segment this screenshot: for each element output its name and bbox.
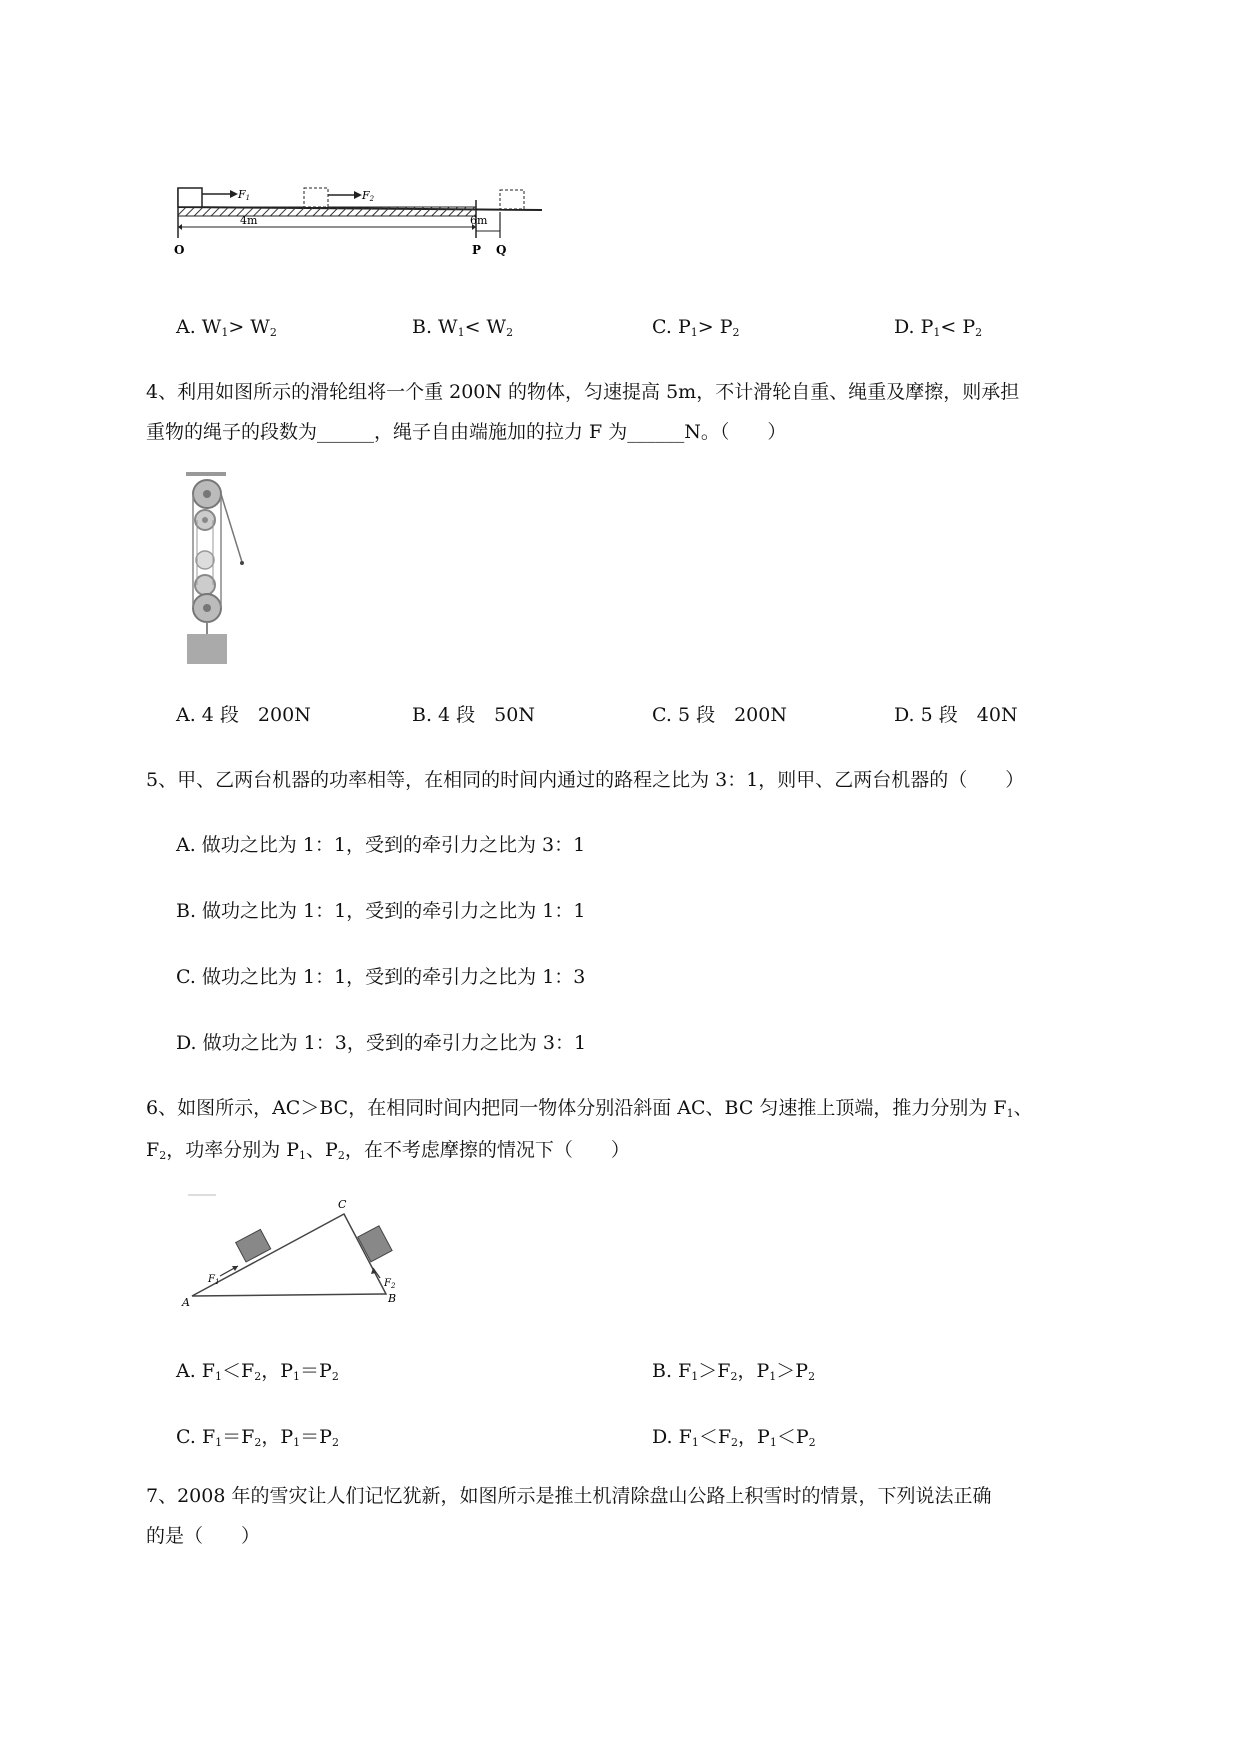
q4-option-d: D. 5 段 40N xyxy=(894,704,1018,726)
svg-text:A: A xyxy=(182,1296,190,1309)
q6-option-d: D. $F_1<F_2$，$P_1<P_2$ xyxy=(652,1426,816,1449)
q5-stem: 5、甲、乙两台机器的功率相等，在相同的时间内通过的路程之比为 3：1，则甲、乙两台机器的（ ） xyxy=(146,769,1025,791)
q3-option-d: D. $P_1< P_2$ xyxy=(894,316,983,339)
q7-stem-line2: 的是（ ） xyxy=(146,1525,261,1547)
q4-option-a: A. 4 段 200N xyxy=(176,704,311,726)
svg-text:B: B xyxy=(388,1292,397,1305)
q4-option-b: B. 4 段 50N xyxy=(412,704,535,726)
q5-option-c: C. 做功之比为 1：1，受到的牵引力之比为 1：3 xyxy=(176,966,586,988)
svg-text:F2: $F_2$ xyxy=(384,1278,396,1290)
q6-option-b: B. $F_1>F_2$，$P_1>P_2$ xyxy=(652,1360,816,1383)
svg-text:O: O xyxy=(174,243,185,257)
q5-option-d: D. 做功之比为 1：3，受到的牵引力之比为 3：1 xyxy=(176,1032,587,1054)
q3-motion-diagram xyxy=(170,180,550,260)
q4-option-c: C. 5 段 200N xyxy=(652,704,787,726)
q4-pulley-diagram xyxy=(180,470,260,666)
svg-text:4m: 4m xyxy=(240,214,258,227)
svg-text:F1: $F_1$ xyxy=(208,1274,220,1286)
q3-option-b: B. $W_1< W_2$ xyxy=(412,316,514,339)
q6-incline-diagram xyxy=(180,1190,410,1310)
q6-stem-line2: $F_2$，功率分别为 $P_1$、$P_2$，在不考虑摩擦的情况下（ ） xyxy=(146,1139,630,1162)
q6-stem-line1: 6、如图所示，AC＞BC，在相同时间内把同一物体分别沿斜面 AC、BC 匀速推上顶端，推力分别为 $F_1$、 xyxy=(146,1097,1033,1120)
q3-force1-label: F1 xyxy=(238,188,251,202)
q6-option-a: A. $F_1<F_2$，$P_1=P_2$ xyxy=(176,1360,339,1383)
q5-option-b: B. 做功之比为 1：1，受到的牵引力之比为 1：1 xyxy=(176,900,586,922)
svg-text:C: C xyxy=(338,1198,347,1211)
q5-option-a: A. 做功之比为 1：1，受到的牵引力之比为 3：1 xyxy=(176,834,586,856)
q3-option-c: C. $P_1> P_2$ xyxy=(652,316,740,339)
q4-stem-line1: 4、利用如图所示的滑轮组将一个重 200N 的物体，匀速提高 5m，不计滑轮自重、绳重及摩擦，则承担 xyxy=(146,381,1020,403)
q3-option-a: A. $W_1> W_2$ xyxy=(176,316,277,339)
q3-force2-label: F2 xyxy=(362,189,375,203)
svg-text:Q: Q xyxy=(496,243,507,257)
q7-stem-line1: 7、2008 年的雪灾让人们记忆犹新，如图所示是推土机清除盘山公路上积雪时的情景，下列说法正确 xyxy=(146,1485,992,1507)
svg-text:6m: 6m xyxy=(470,214,488,227)
q6-option-c: C. $F_1=F_2$，$P_1=P_2$ xyxy=(176,1426,339,1449)
q4-stem-line2: 重物的绳子的段数为______，绳子自由端施加的拉力 F 为______N。（ ） xyxy=(146,421,787,443)
svg-text:P: P xyxy=(472,243,482,257)
